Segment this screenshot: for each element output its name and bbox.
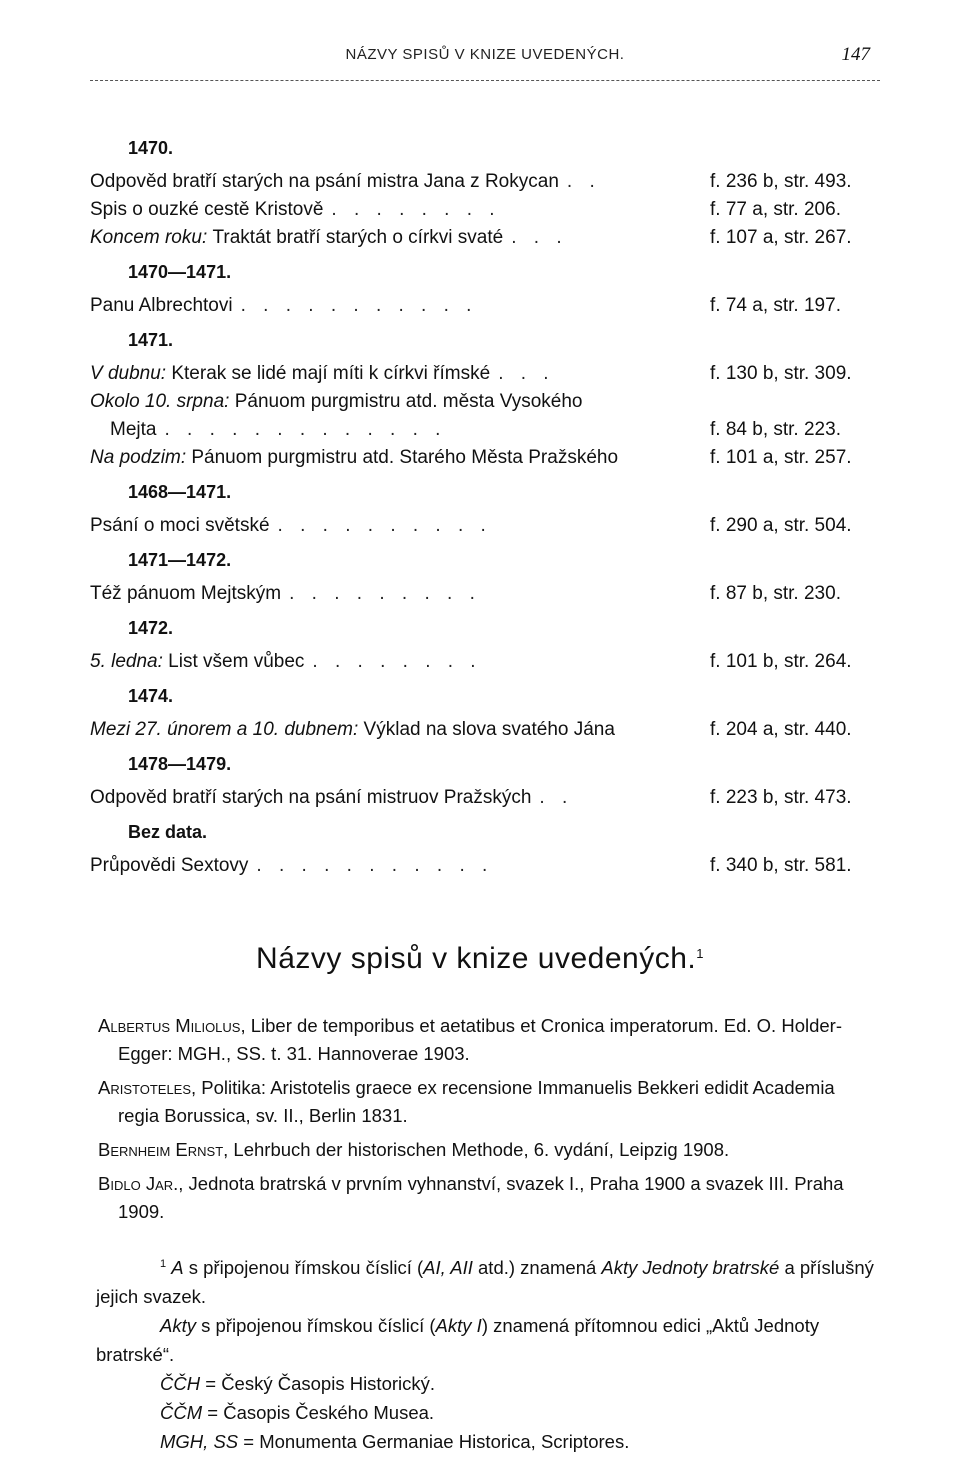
year-heading: 1474. [128, 686, 174, 706]
list-item [90, 388, 880, 416]
entry-title: Odpověd bratří starých na psání mistruov Pražských [90, 787, 532, 808]
leader-dots: . . [566, 171, 601, 192]
entry-title: Kterak se lidé mají míti k církvi římské [171, 363, 491, 384]
bibliography-author: Bidlo Jar., [98, 1173, 184, 1194]
folio-reference: f. 340 b, str. 581. [710, 855, 852, 876]
abbreviation: ČČH [160, 1373, 201, 1395]
folio-reference: f. 204 a, str. 440. [710, 719, 852, 740]
year-heading: 1472. [128, 618, 174, 638]
leader-dots: . . . . . . . . . . . . . [164, 419, 447, 440]
entry-title: Průpovědi Sextovy [90, 855, 249, 876]
leader-dots: . . . . . . . . . . . [256, 855, 494, 876]
abbreviation-line [96, 1398, 880, 1427]
entry-date: Okolo 10. srpna: [90, 391, 235, 412]
list-item [90, 224, 880, 252]
list-item [90, 512, 880, 540]
bibliography-text: Politika: Aristotelis graece ex recensione Immanuelis Bekkeri edidit Academia regia Borussica, sv. II., Berlin 1831. [118, 1077, 835, 1126]
list-item [90, 168, 880, 196]
page-number: 147 [841, 44, 870, 65]
bibliography-text: Jednota bratrská v prvním vyhnanství, svazek I., Praha 1900 a svazek III. Praha 1909. [118, 1173, 844, 1222]
entry-date: Mezi 27. únorem a 10. dubnem: [90, 719, 364, 740]
folio-reference: f. 101 a, str. 257. [710, 447, 852, 468]
folio-reference: f. 223 b, str. 473. [710, 787, 852, 808]
list-item [90, 416, 880, 444]
year-heading: 1471—1472. [128, 550, 232, 570]
chronological-list [90, 128, 880, 880]
list-item [90, 292, 880, 320]
footnote-1b: Akty s připojenou římskou číslicí (Akty I) znamená přítomnou edici „Aktů Jednoty bratrské“. [96, 1315, 820, 1366]
entry-title: Mejta [110, 419, 157, 440]
year-heading: 1470—1471. [128, 262, 232, 282]
footnote-1a: $^1$ A s připojenou římskou číslicí (AI, AII atd.) znamená Akty Jednoty bratrské a příslušný jejich svazek. [96, 1257, 874, 1308]
entry-title: Pánuom purgmistru atd. města Vysokého [234, 391, 583, 412]
list-item [90, 784, 880, 812]
entry-title: Též pánuom Mejtským [90, 583, 282, 604]
folio-reference: f. 74 a, str. 197. [710, 295, 841, 316]
year-heading: 1468—1471. [128, 482, 232, 502]
equals-sign: = [200, 1373, 222, 1395]
running-title: NÁZVY SPISŮ V KNIZE UVEDENÝCH. [345, 46, 625, 63]
leader-dots: . . [539, 787, 574, 808]
abbreviation-meaning: Časopis Českého Musea. [223, 1402, 435, 1424]
list-item [90, 580, 880, 608]
abbreviation-line [96, 1369, 880, 1398]
folio-reference: f. 84 b, str. 223. [710, 419, 841, 440]
year-heading: 1478—1479. [128, 754, 232, 774]
footnotes [96, 1250, 880, 1456]
leader-dots: . . . . . . . . . . [277, 515, 492, 536]
section-title: Názvy spisů v knize uvedených.$^1$ [256, 942, 704, 975]
bibliography [98, 1012, 880, 1232]
bibliography-author: Bernheim Ernst, [98, 1139, 229, 1160]
year-heading: 1470. [128, 138, 174, 158]
bibliography-entry [98, 1012, 880, 1068]
year-heading: Bez data. [128, 822, 208, 842]
folio-reference: f. 87 b, str. 230. [710, 583, 841, 604]
entry-date: Koncem roku: [90, 227, 213, 248]
list-item [90, 648, 880, 676]
bibliography-entry [98, 1170, 880, 1226]
bibliography-author: Albertus Miliolus, [98, 1015, 246, 1036]
leader-dots: . . . . . . . . [331, 199, 501, 220]
list-item [90, 196, 880, 224]
folio-reference: f. 130 b, str. 309. [710, 363, 852, 384]
abbreviation-meaning: Monumenta Germaniae Historica, Scriptores. [259, 1431, 630, 1453]
abbreviation-meaning: Český Časopis Historický. [221, 1373, 436, 1395]
equals-sign: = [202, 1402, 224, 1424]
folio-reference: f. 77 a, str. 206. [710, 199, 841, 220]
entry-title: List všem vůbec [168, 651, 305, 672]
entry-title: Pánuom purgmistru atd. Starého Města Pražského [191, 447, 619, 468]
abbreviation: MGH, SS [160, 1431, 239, 1453]
folio-reference: f. 236 b, str. 493. [710, 171, 852, 192]
list-item [90, 444, 880, 472]
year-heading: 1471. [128, 330, 174, 350]
equals-sign: = [238, 1431, 260, 1453]
leader-dots: . . . [511, 227, 568, 248]
list-item [90, 852, 880, 880]
entry-title: Panu Albrechtovi [90, 295, 233, 316]
bibliography-text: Lehrbuch der historischen Methode, 6. vydání, Leipzig 1908. [228, 1139, 730, 1160]
bibliography-author: Aristoteles, [98, 1077, 197, 1098]
entry-title: Odpověd bratří starých na psání mistra Jana z Rokycan [90, 171, 559, 192]
leader-dots: . . . . . . . . . [289, 583, 481, 604]
entry-date: V dubnu: [90, 363, 172, 384]
leader-dots: . . . . . . . . [312, 651, 482, 672]
entry-title: Spis o ouzké cestě Kristově [90, 199, 324, 220]
entry-title: Výklad na slova svatého Jána [363, 719, 615, 740]
abbreviation: ČČM [160, 1402, 203, 1424]
bibliography-text: Liber de temporibus et aetatibus et Cronica imperatorum. Ed. O. Holder-Egger: MGH., SS. t. 31. Hannoverae 1903. [118, 1015, 842, 1064]
folio-reference: f. 101 b, str. 264. [710, 651, 852, 672]
folio-reference: f. 107 a, str. 267. [710, 227, 852, 248]
list-item [90, 716, 880, 744]
entry-date: 5. ledna: [90, 651, 169, 672]
list-item [90, 360, 880, 388]
bibliography-entry [98, 1136, 880, 1164]
leader-dots: . . . [498, 363, 555, 384]
entry-date: Na podzim: [90, 447, 192, 468]
page-header [90, 40, 880, 81]
entry-title: Traktát bratří starých o církvi svaté [212, 227, 504, 248]
leader-dots: . . . . . . . . . . . [240, 295, 478, 316]
folio-reference: f. 290 a, str. 504. [710, 515, 852, 536]
entry-title: Psání o moci světské [90, 515, 270, 536]
abbreviation-line [96, 1427, 880, 1456]
bibliography-entry [98, 1074, 880, 1130]
